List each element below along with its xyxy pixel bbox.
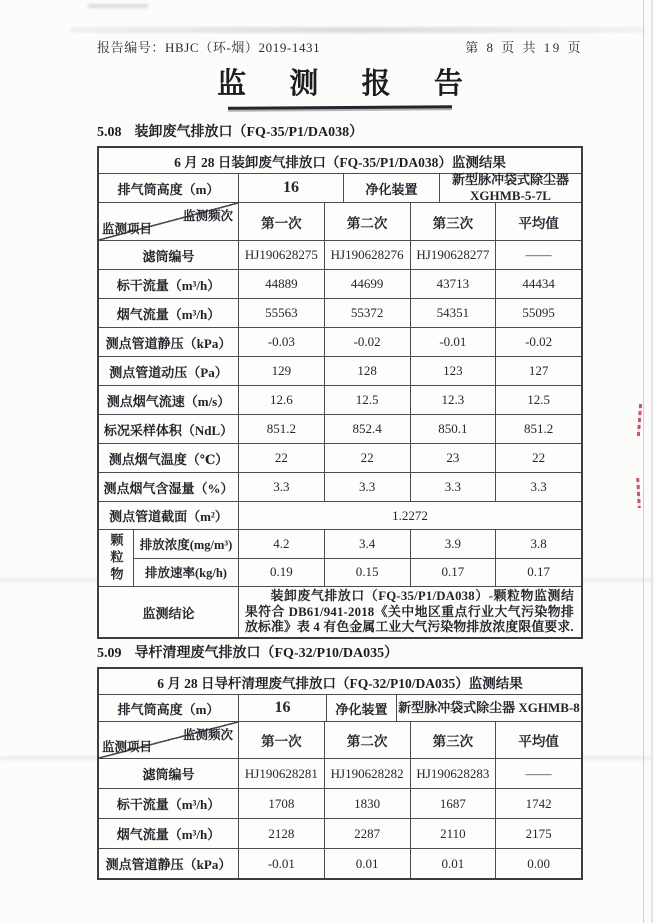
purifier-value: 新型脉冲袋式除尘器 XGHMB-8 [398, 700, 580, 716]
stack-height-label: 排气筒高度（m） [99, 695, 239, 721]
monitoring-table-2 [97, 667, 583, 880]
table-row [99, 415, 581, 444]
page-edge-line [651, 0, 653, 923]
column-header: 平均值 [518, 215, 559, 231]
cell-value: 55372 [325, 299, 411, 327]
section-name: 装卸废气排放口（FQ-35/P1/DA038） [134, 125, 364, 140]
column-header-row [99, 203, 581, 241]
table-row [99, 473, 581, 502]
cell-value: 44889 [239, 270, 325, 298]
table-row [99, 328, 581, 357]
cell-value: 127 [528, 363, 549, 378]
monitoring-table-1 [97, 146, 583, 639]
corner-bottom-label: 监测项目 [102, 740, 153, 754]
cell-value: 0.01 [325, 849, 411, 878]
row-label: 测点烟气流速（m/s） [99, 386, 239, 414]
row-label: 烟气流量（m³/h） [99, 819, 239, 848]
cell-value: 1742 [525, 795, 552, 811]
stack-height-value: 16 [239, 695, 327, 721]
cell-value: 3.3 [325, 473, 411, 501]
table-row [99, 759, 581, 789]
cell-value: 123 [411, 357, 497, 385]
cell-value: 3.4 [325, 530, 411, 558]
column-header: 第一次 [239, 203, 325, 240]
table-row [99, 241, 581, 270]
row-label: 标况采样体积（NdL） [99, 415, 239, 443]
row-label: 烟气流量（m³/h） [99, 299, 239, 327]
cell-value: 850.1 [411, 415, 497, 443]
cell-value: 1830 [325, 789, 411, 818]
table-title-row [99, 669, 581, 695]
cell-value: -0.02 [325, 328, 411, 356]
title-underline [228, 105, 452, 110]
cell-value: 2128 [239, 819, 325, 848]
table-row [99, 819, 581, 849]
cell-value: 2287 [325, 819, 411, 848]
cell-value: 0.00 [527, 855, 550, 871]
cell-value: —— [525, 247, 552, 262]
cell-value: HJ190628282 [325, 759, 411, 788]
cell-value: -0.03 [239, 328, 325, 356]
row-label: 标干流量（m³/h） [99, 270, 239, 298]
particulate-rows [134, 530, 581, 586]
table-row [99, 299, 581, 328]
cell-value: 0.17 [527, 564, 550, 580]
column-header: 第二次 [325, 203, 411, 240]
page-indicator: 第 8 页 共 19 页 [465, 40, 583, 55]
cell-value: 128 [325, 357, 411, 385]
corner-bottom-label: 监测项目 [102, 222, 153, 236]
red-edge-mark [636, 478, 641, 508]
cell-value: 4.2 [239, 530, 325, 558]
cell-value: 851.2 [239, 415, 325, 443]
cell-value: 22 [532, 450, 546, 465]
cell-value: 55095 [522, 305, 555, 320]
cell-value: 43713 [411, 270, 497, 298]
stack-height-row [99, 695, 581, 722]
cell-value: 54351 [411, 299, 497, 327]
conclusion-label: 监测结论 [99, 587, 239, 637]
corner-top-label: 监测频次 [182, 209, 233, 223]
cell-value: 3.8 [530, 535, 547, 551]
column-header: 第二次 [325, 722, 411, 758]
document-header [97, 37, 583, 56]
particulate-block [99, 530, 581, 587]
cell-value: 0.15 [325, 559, 411, 587]
row-label: 测点管道截面（m²） [99, 502, 239, 529]
row-label: 测点管道静压（kPa） [99, 849, 239, 878]
cell-value: 12.6 [239, 386, 325, 414]
table-title: 6 月 28 日导杆清理废气排放口（FQ-32/P10/DA035）监测结果 [157, 675, 523, 691]
purifier-label: 净化装置 [344, 174, 440, 202]
conclusion-cell [239, 587, 581, 637]
cell-value: 2175 [525, 825, 552, 841]
conclusion-text: 装卸废气排放口（FQ-35/P1/DA038）-颗粒物监测结果符合 DB61/941-2018《关中地区重点行业大气污染物排放标准》表 4 有色金属工业大气污染物排放浓度限值要求. [245, 589, 574, 635]
cell-value: 12.5 [325, 386, 411, 414]
cell-value: 0.17 [411, 559, 497, 587]
stack-height-value: 16 [239, 174, 344, 202]
section-heading-5-09 [97, 645, 583, 662]
conclusion-row [99, 587, 581, 637]
column-header: 第三次 [411, 203, 497, 240]
duct-section-row [99, 502, 581, 530]
row-label: 测点烟气含湿量（%） [99, 473, 239, 501]
cell-value: 3.3 [239, 473, 325, 501]
table-title: 6 月 28 日装卸废气排放口（FQ-35/P1/DA038）监测结果 [174, 154, 506, 170]
table-row [99, 357, 581, 386]
cell-value-merged: 1.2272 [392, 507, 428, 523]
cell-value: 44434 [522, 276, 555, 291]
column-header: 第三次 [411, 722, 497, 758]
red-edge-mark [637, 404, 642, 436]
cell-value: 3.3 [530, 479, 547, 494]
table-row [99, 444, 581, 473]
purifier-line1: 新型脉冲袋式除尘器 [451, 172, 569, 188]
section-number: 5.09 [97, 646, 122, 661]
row-label: 滤筒编号 [99, 241, 239, 269]
diagonal-corner-cell [99, 203, 239, 240]
cell-value: 23 [411, 444, 497, 472]
cell-value: HJ190628277 [411, 241, 497, 269]
page-edge-line [643, 0, 644, 923]
cell-value: 851.2 [524, 421, 554, 436]
table-row [99, 849, 581, 878]
table-row [134, 530, 581, 559]
row-label: 排放速率(kg/h) [134, 559, 239, 587]
cell-value: HJ190628283 [411, 759, 497, 788]
cell-value: HJ190628276 [325, 241, 411, 269]
row-label: 测点烟气温度（℃） [99, 444, 239, 472]
particulate-group-label: 颗粒物 [99, 530, 134, 586]
row-label: 测点管道动压（Pa） [99, 357, 239, 385]
section-heading-5-08 [97, 124, 583, 141]
section-name: 导杆清理废气排放口（FQ-32/P10/DA035） [134, 646, 399, 661]
table-title-row [99, 148, 581, 174]
document-title: 监 测 报 告 [217, 68, 481, 100]
cell-value: -0.02 [525, 334, 553, 349]
stack-height-label: 排气筒高度（m） [99, 174, 239, 202]
column-header: 第一次 [239, 722, 325, 758]
cell-value: 12.5 [527, 392, 550, 407]
cell-value: 3.9 [411, 530, 497, 558]
cell-value: 12.3 [411, 386, 497, 414]
row-label: 排放浓度(mg/m³) [134, 530, 239, 558]
cell-value: 2110 [411, 819, 497, 848]
cell-value: 852.4 [325, 415, 411, 443]
column-header: 平均值 [518, 734, 559, 749]
row-label: 标干流量（m³/h） [99, 789, 239, 818]
purifier-value [440, 174, 581, 202]
cell-value: HJ190628275 [239, 241, 325, 269]
section-number: 5.08 [97, 125, 122, 140]
table-row [134, 559, 581, 587]
cell-value: -0.01 [411, 328, 497, 356]
cell-value: 1687 [411, 789, 497, 818]
cell-value: —— [525, 765, 552, 781]
cell-value: 22 [239, 444, 325, 472]
cell-value: 3.3 [411, 473, 497, 501]
cell-value: 1708 [239, 789, 325, 818]
stack-height-row [99, 174, 581, 203]
page-content [97, 0, 583, 880]
cell-value: 22 [325, 444, 411, 472]
table-row [99, 789, 581, 819]
cell-value: 0.01 [411, 849, 497, 878]
cell-value: 0.19 [239, 559, 325, 587]
report-number: 报告编号：HBJC（环-烟）2019-1431 [97, 40, 321, 55]
cell-value: 44699 [325, 270, 411, 298]
row-label: 滤筒编号 [99, 759, 239, 788]
cell-value: 129 [239, 357, 325, 385]
cell-value: -0.01 [239, 849, 325, 878]
corner-top-label: 监测频次 [182, 728, 233, 742]
purifier-line2: XGHMB-5-7L [470, 188, 551, 203]
row-label: 测点管道静压（kPa） [99, 328, 239, 356]
diagonal-corner-cell [99, 722, 239, 758]
column-header-row [99, 722, 581, 759]
table-row [99, 386, 581, 415]
cell-value: HJ190628281 [239, 759, 325, 788]
purifier-label: 净化装置 [327, 695, 397, 721]
cell-value: 55563 [239, 299, 325, 327]
table-row [99, 270, 581, 299]
